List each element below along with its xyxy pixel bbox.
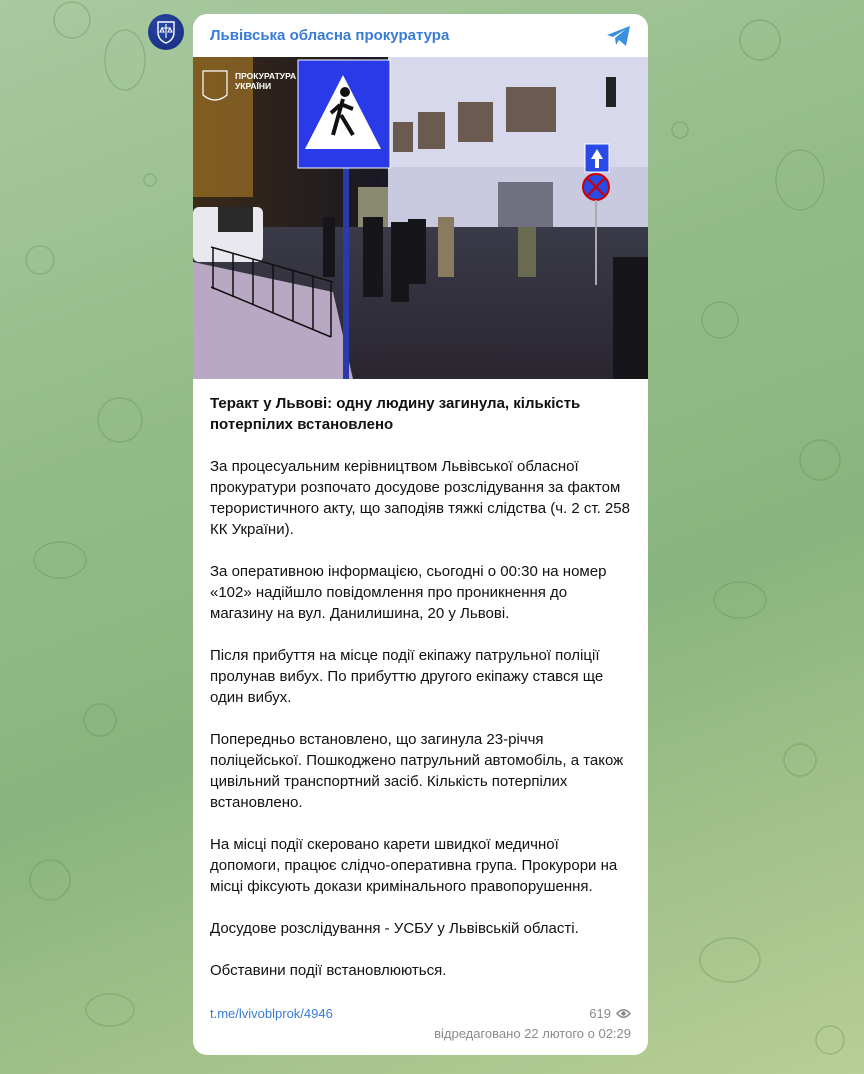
post-paragraph: Попередньо встановлено, що загинула 23-річчя поліцейської. Пошкоджено патрульний автомобіль, а також цивільний транспортний засіб. Кількість потерпілих встановлено. — [210, 731, 624, 811]
edited-timestamp: відредаговано 22 лютого о 02:29 — [434, 1026, 631, 1041]
prosecutor-emblem-icon — [155, 20, 177, 44]
channel-name[interactable]: Львівська обласна прокуратура — [210, 27, 450, 44]
message-bubble — [193, 14, 648, 1055]
post-text — [193, 379, 648, 981]
post-link[interactable]: t.me/lvivoblprok/4946 — [210, 1006, 333, 1021]
street-scene-image — [193, 57, 648, 379]
svg-text:ПРОКУРАТУРА: ПРОКУРАТУРА — [235, 71, 297, 81]
post-paragraph: За процесуальним керівництвом Львівської обласної прокуратури розпочато досудове розслідування за фактом терористичного акту, що заподіяв тяжкі слідства (ч. 2 ст. 258 КК України). — [210, 458, 630, 538]
post-paragraph: На місці події скеровано карети швидкої медичної допомоги, працює слідчо-оперативна група. Прокурори на місці фіксують докази кримінального правопорушення. — [210, 836, 618, 895]
telegram-icon[interactable] — [606, 25, 632, 47]
post-photo[interactable] — [193, 57, 648, 379]
svg-text:УКРАЇНИ: УКРАЇНИ — [235, 81, 272, 91]
eye-icon — [616, 1008, 631, 1019]
view-count — [589, 1006, 631, 1021]
post-paragraph: За оперативною інформацією, сьогодні о 00:30 на номер «102» надійшло повідомлення про проникнення до магазину на вул. Данилишина, 20 у Львові. — [210, 563, 607, 622]
post-paragraph: Після прибуття на місце події екіпажу патрульної поліції пролунав вибух. По прибуттю другого екіпажу стався ще один вибух. — [210, 647, 604, 706]
view-count-value: 619 — [589, 1006, 611, 1021]
message-header — [193, 14, 648, 57]
post-paragraph: Обставини події встановлюються. — [210, 962, 447, 979]
post-paragraph: Досудове розслідування - УСБУ у Львівській області. — [210, 920, 579, 937]
channel-avatar[interactable] — [148, 14, 184, 50]
post-title: Теракт у Львові: одну людину загинула, кількість потерпілих встановлено — [210, 395, 581, 433]
